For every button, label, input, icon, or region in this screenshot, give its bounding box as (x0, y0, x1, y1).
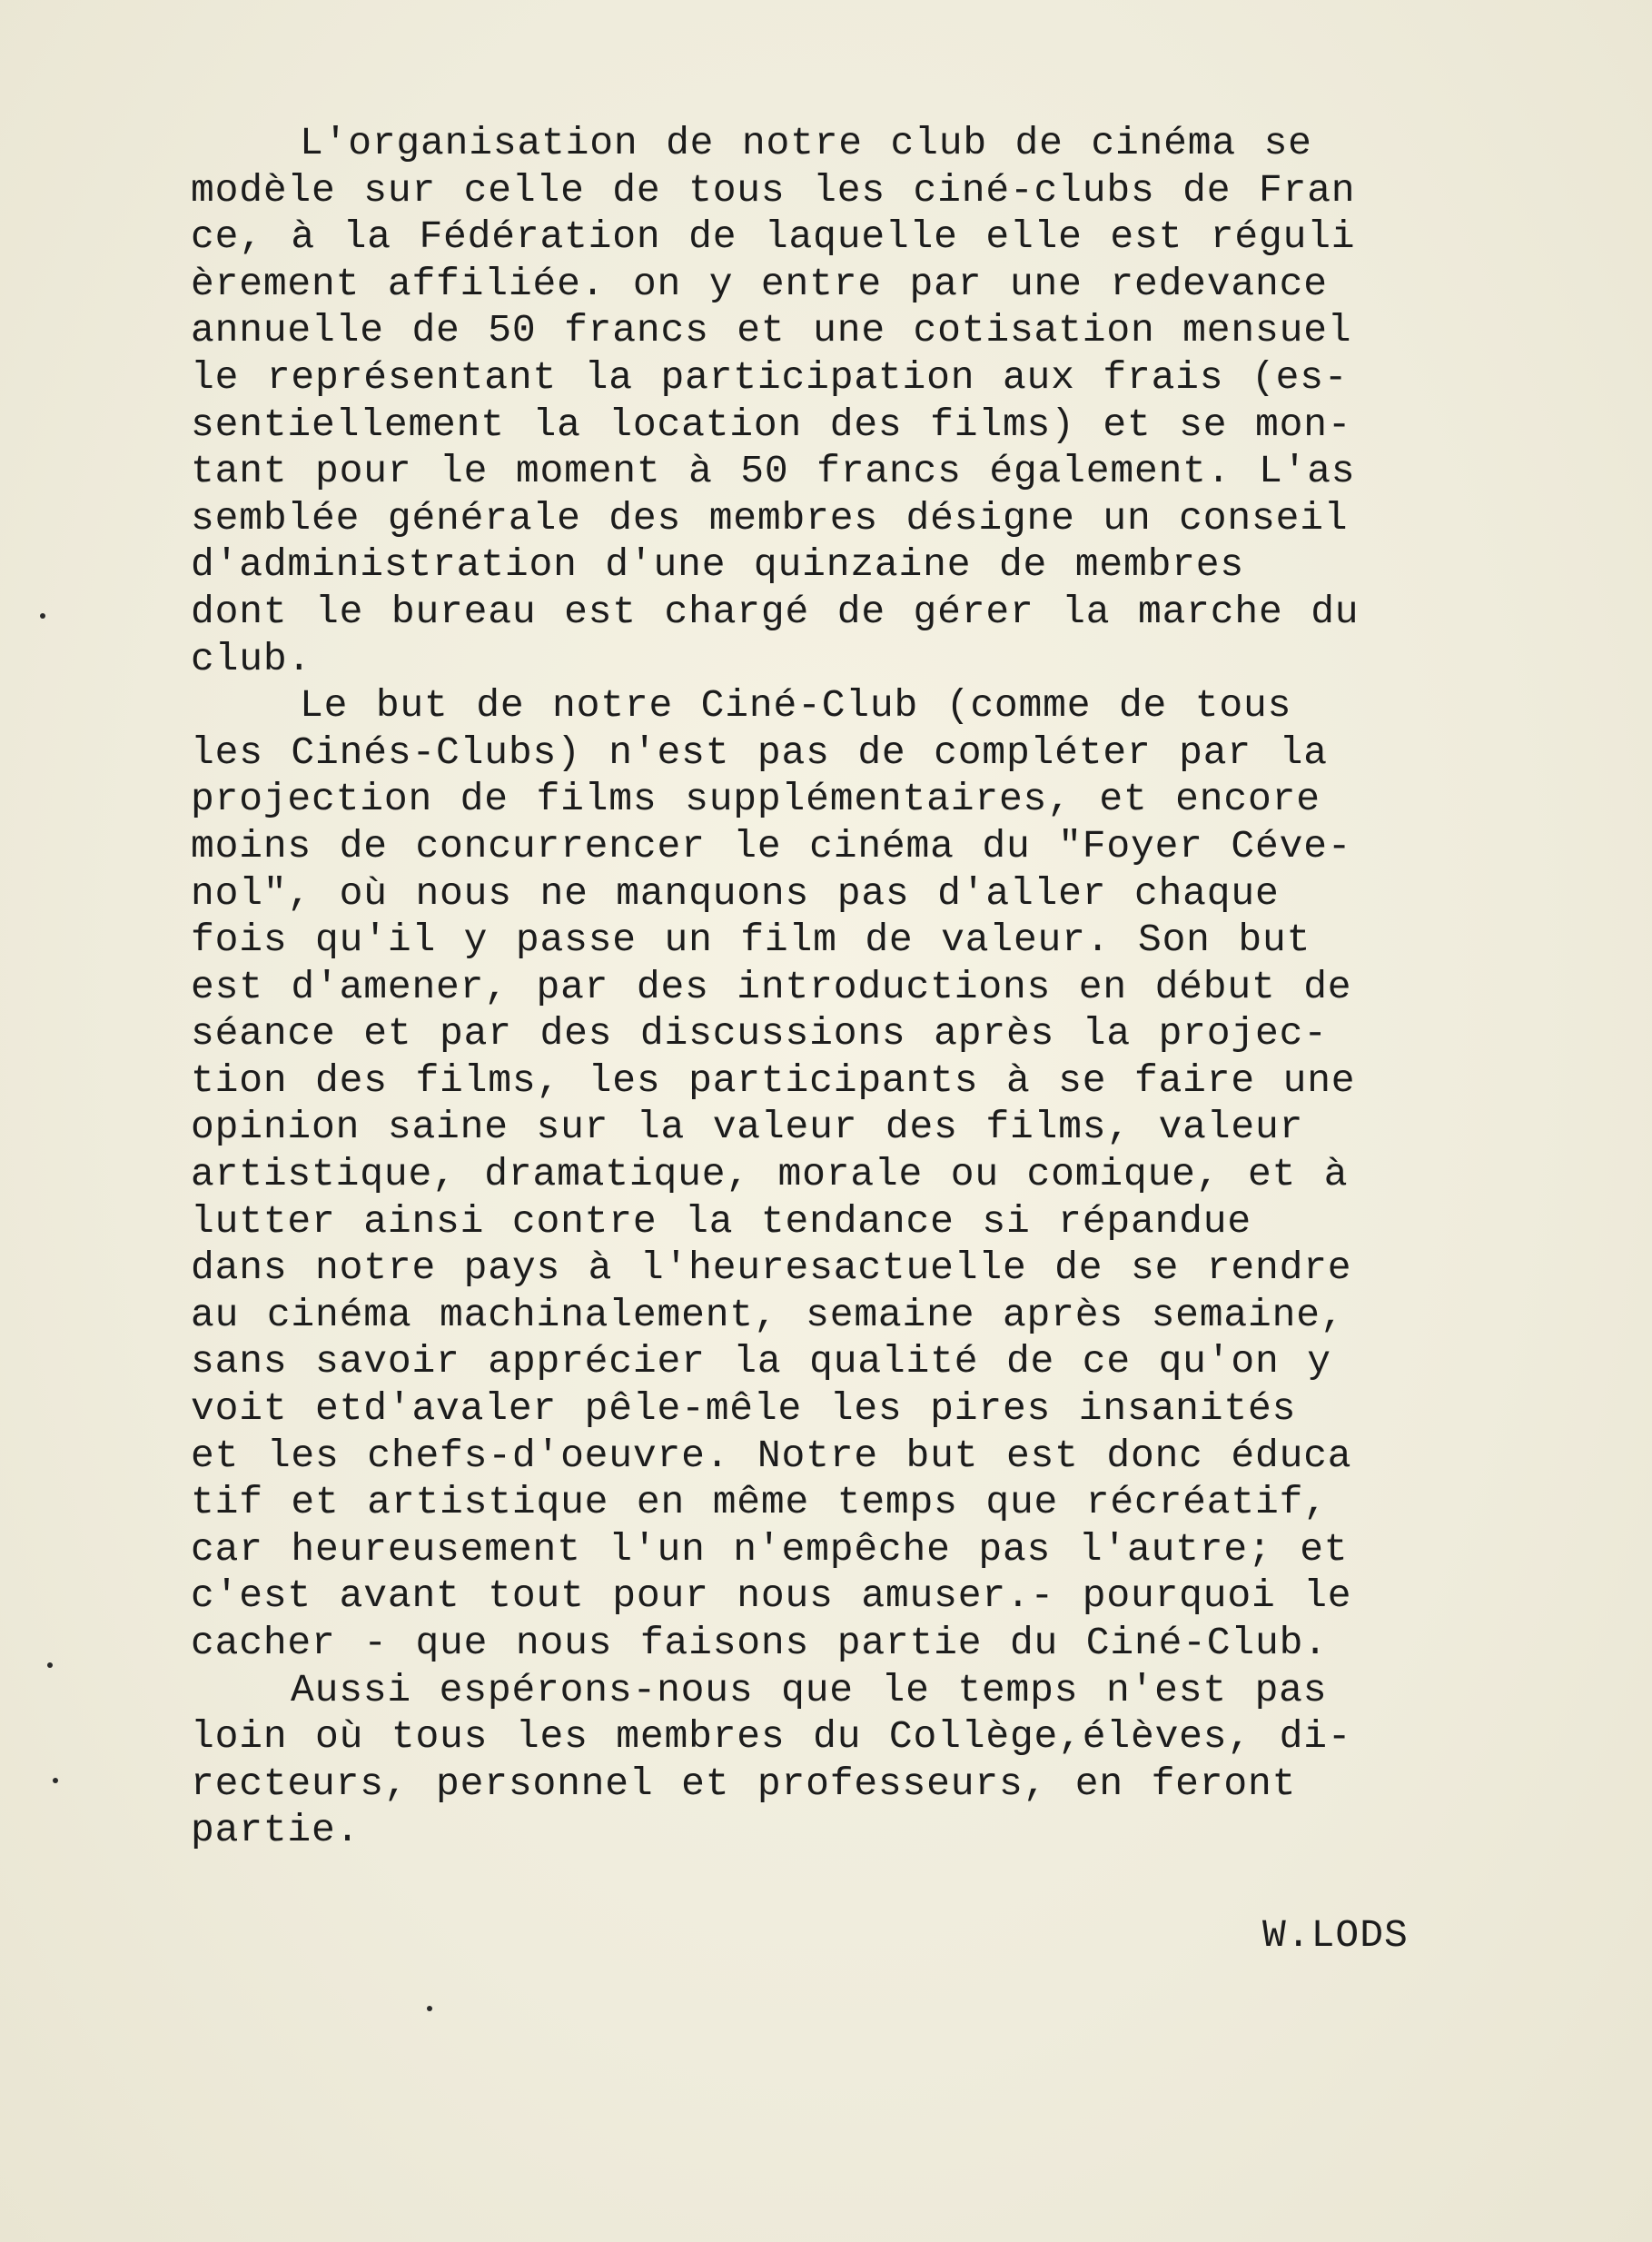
text-line: sentiellement la location des films) et se mon- (191, 402, 1352, 447)
text-line: moins de concurrencer le cinéma du "Foyer Céve- (191, 823, 1352, 868)
text-line: tion des films, les participants à se faire une (191, 1057, 1356, 1103)
text-line: modèle sur celle de tous les ciné-clubs de Fran (191, 167, 1356, 213)
text-line: ce, à la Fédération de laquelle elle est réguli (191, 214, 1356, 260)
text-line: semblée générale des membres désigne un conseil (191, 495, 1349, 541)
text-line: club. (191, 636, 312, 681)
text-line: L'organisation de notre club de cinéma se (300, 121, 1312, 165)
text-line: séance et par des discussions après la projec- (191, 1011, 1328, 1057)
text-line: les Cinés-Clubs) n'est pas de compléter par la (191, 729, 1328, 775)
text-line: nol", où nous ne manquons pas d'aller chaque (191, 870, 1280, 916)
typed-body-text (191, 120, 1458, 1854)
text-line: d'administration d'une quinzaine de membres (191, 542, 1244, 588)
text-line: annuelle de 50 francs et une cotisation mensuel (191, 308, 1352, 353)
text-line: artistique, dramatique, morale ou comique, et à (191, 1152, 1349, 1197)
text-line: Le but de notre Ciné-Club (comme de tous (300, 683, 1292, 729)
text-line: tif et artistique en même temps que récréatif, (191, 1480, 1328, 1525)
text-line: èrement affiliée. on y entre par une redevance (191, 261, 1328, 306)
text-line: opinion saine sur la valeur des films, valeur (191, 1105, 1304, 1150)
ink-speck (427, 2006, 432, 2011)
text-line: le représentant la participation aux frais (es- (191, 354, 1349, 400)
text-line: tant pour le moment à 50 francs également. L'as (191, 449, 1356, 494)
text-line: et les chefs-d'oeuvre. Notre but est donc éduca (191, 1433, 1352, 1478)
ink-speck (53, 1778, 58, 1783)
text-line: c'est avant tout pour nous amuser.- pourquoi le (191, 1573, 1352, 1619)
text-line: recteurs, personnel et professeurs, en feront (191, 1761, 1297, 1806)
text-line: cacher - que nous faisons partie du Ciné-Club. (191, 1621, 1328, 1665)
text-line: au cinéma machinalement, semaine après semaine, (191, 1292, 1345, 1337)
text-line: dont le bureau est chargé de gérer la marche du (191, 589, 1360, 634)
author-signature: W.LODS (1262, 1913, 1409, 1958)
ink-speck (47, 1662, 53, 1668)
text-line: projection de films supplémentaires, et encore (191, 777, 1321, 822)
text-line: fois qu'il y passe un film de valeur. Son but (191, 918, 1311, 963)
text-line: partie. (191, 1808, 361, 1853)
text-line: car heureusement l'un n'empêche pas l'autre; et (191, 1526, 1349, 1572)
text-line: loin où tous les membres du Collège,élèves, di- (191, 1714, 1352, 1760)
text-line: Aussi espérons-nous que le temps n'est pas (291, 1667, 1328, 1712)
ink-speck (40, 613, 45, 619)
text-line: dans notre pays à l'heuresactuelle de se rendre (191, 1245, 1352, 1291)
text-line: voit etd'avaler pêle-mêle les pires insanités (191, 1386, 1297, 1432)
text-line: lutter ainsi contre la tendance si répandue (191, 1198, 1251, 1244)
text-line: est d'amener, par des introductions en début de (191, 964, 1352, 1009)
text-line: sans savoir apprécier la qualité de ce qu'on y (191, 1339, 1331, 1384)
